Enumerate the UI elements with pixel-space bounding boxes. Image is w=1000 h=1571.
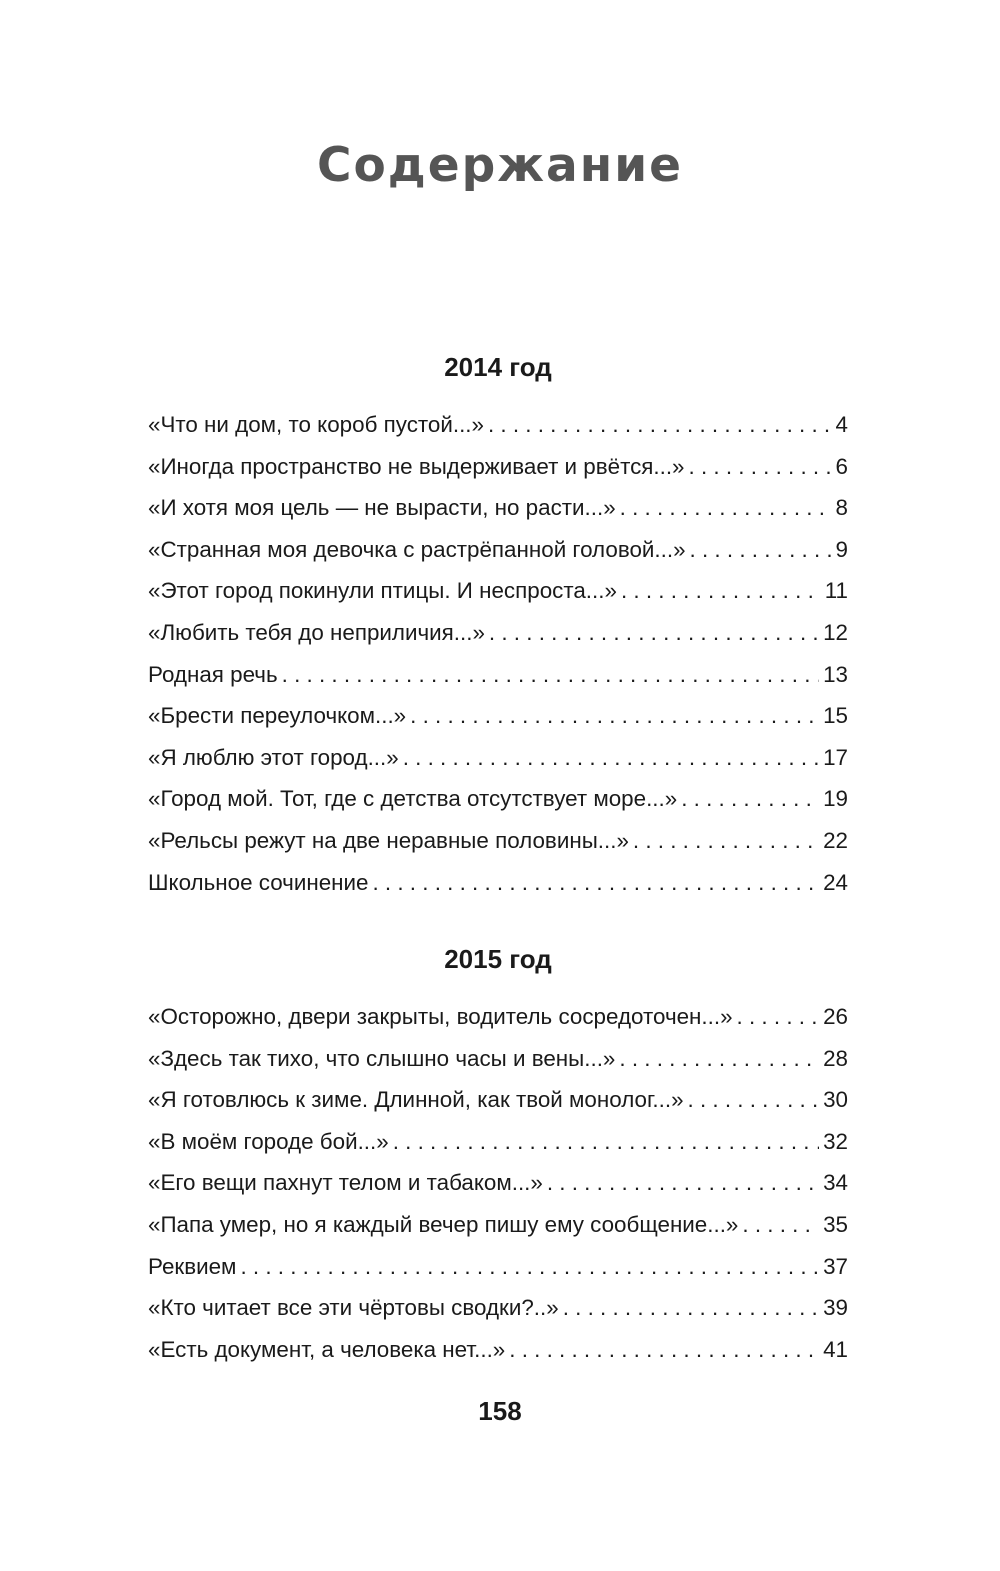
entry-page: 22 <box>823 827 848 853</box>
entry-title: «Брести переулочком...» <box>148 703 407 729</box>
entry-title: «Рельсы режут на две неравные половины...» <box>148 827 629 853</box>
dot-leader <box>563 1287 819 1329</box>
entry-title: «Иногда пространство не выдерживает и рвётся...» <box>148 453 685 479</box>
dot-leader <box>403 737 819 779</box>
toc-entry <box>148 612 848 654</box>
dot-leader <box>489 612 819 654</box>
toc-entry <box>148 487 848 529</box>
toc-entry <box>148 570 848 612</box>
section-heading: 2015 год <box>444 944 552 974</box>
toc-entry <box>148 1121 848 1163</box>
dot-leader <box>488 404 832 446</box>
entry-page: 8 <box>835 495 848 521</box>
entry-title: Родная речь <box>148 661 278 687</box>
entry-page: 41 <box>823 1336 848 1362</box>
entry-title: «Папа умер, но я каждый вечер пишу ему сообщение...» <box>148 1211 739 1237</box>
dot-leader <box>689 446 832 488</box>
entry-title: «Кто читает все эти чёртовы сводки?..» <box>148 1295 559 1321</box>
toc-entry <box>148 1162 848 1204</box>
entry-title: «Я люблю этот город...» <box>148 744 399 770</box>
toc-entry <box>148 820 848 862</box>
page-number: 158 <box>478 1396 522 1426</box>
toc-entry <box>148 737 848 779</box>
entry-title: «Город мой. Тот, где с детства отсутствует море...» <box>148 786 678 812</box>
toc-entry <box>148 1079 848 1121</box>
toc-entry <box>148 1204 848 1246</box>
dot-leader <box>742 1204 819 1246</box>
entry-title: «Я готовлюсь к зиме. Длинной, как твой монолог...» <box>148 1087 684 1113</box>
entry-page: 24 <box>823 869 848 895</box>
toc-entry <box>148 695 848 737</box>
entry-page: 19 <box>823 786 848 812</box>
entry-page: 26 <box>823 1004 848 1029</box>
dot-leader <box>393 1121 819 1163</box>
entry-page: 9 <box>835 536 848 562</box>
dot-leader <box>633 820 819 862</box>
entry-page: 4 <box>835 412 848 437</box>
toc-entry <box>148 1329 848 1371</box>
entry-title: Реквием <box>148 1253 237 1279</box>
entry-page: 34 <box>823 1170 848 1196</box>
entry-page: 17 <box>823 744 848 770</box>
toc-entry <box>148 778 848 820</box>
toc-section-2015 <box>148 938 848 1370</box>
entry-page: 39 <box>823 1295 848 1321</box>
dot-leader <box>547 1162 819 1204</box>
entry-title: «Любить тебя до неприличия...» <box>148 619 485 645</box>
section-heading: 2014 год <box>444 352 552 382</box>
entry-page: 6 <box>835 453 848 479</box>
entry-title: «В моём городе бой...» <box>148 1128 389 1154</box>
entry-title: «Осторожно, двери закрыты, водитель сосредоточен...» <box>148 1004 733 1029</box>
entry-page: 13 <box>823 661 848 687</box>
entry-title: «Здесь так тихо, что слышно часы и вены...» <box>148 1045 616 1071</box>
dot-leader <box>621 570 821 612</box>
toc-entry <box>148 446 848 488</box>
entry-page: 11 <box>824 578 848 604</box>
dot-leader <box>688 1079 820 1121</box>
entry-title: «И хотя моя цель — не вырасти, но расти...» <box>148 495 616 521</box>
entry-title: Школьное сочинение <box>148 869 369 895</box>
entry-page: 37 <box>823 1253 848 1279</box>
toc-entry <box>148 862 848 904</box>
entry-title: «Этот город покинули птицы. И неспроста...» <box>148 578 617 604</box>
entry-title: «Что ни дом, то короб пустой...» <box>148 412 484 437</box>
dot-leader <box>681 778 819 820</box>
toc-section-2014 <box>148 346 848 903</box>
toc-entry <box>148 1287 848 1329</box>
entry-page: 28 <box>823 1045 848 1071</box>
entry-page: 12 <box>823 619 848 645</box>
toc-entry <box>148 1038 848 1080</box>
dot-leader <box>240 1246 819 1288</box>
toc-entry <box>148 404 848 446</box>
dot-leader <box>410 695 819 737</box>
page-title: Содержание <box>316 138 684 193</box>
entry-page: 35 <box>823 1211 848 1237</box>
toc-entry <box>148 654 848 696</box>
entry-page: 30 <box>823 1087 848 1113</box>
entry-page: 15 <box>823 703 848 729</box>
toc-entry <box>148 529 848 571</box>
dot-leader <box>372 862 819 904</box>
toc-entry <box>148 1246 848 1288</box>
dot-leader <box>620 487 832 529</box>
dot-leader <box>619 1038 819 1080</box>
entry-title: «Есть документ, а человека нет...» <box>148 1336 506 1362</box>
dot-leader <box>282 654 819 696</box>
dot-leader <box>690 529 832 571</box>
entry-page: 32 <box>823 1128 848 1154</box>
dot-leader <box>509 1329 819 1371</box>
entry-title: «Его вещи пахнут телом и табаком...» <box>148 1170 543 1196</box>
dot-leader <box>737 996 820 1038</box>
toc-entry <box>148 996 848 1038</box>
entry-title: «Странная моя девочка с растрёпанной головой...» <box>148 536 686 562</box>
